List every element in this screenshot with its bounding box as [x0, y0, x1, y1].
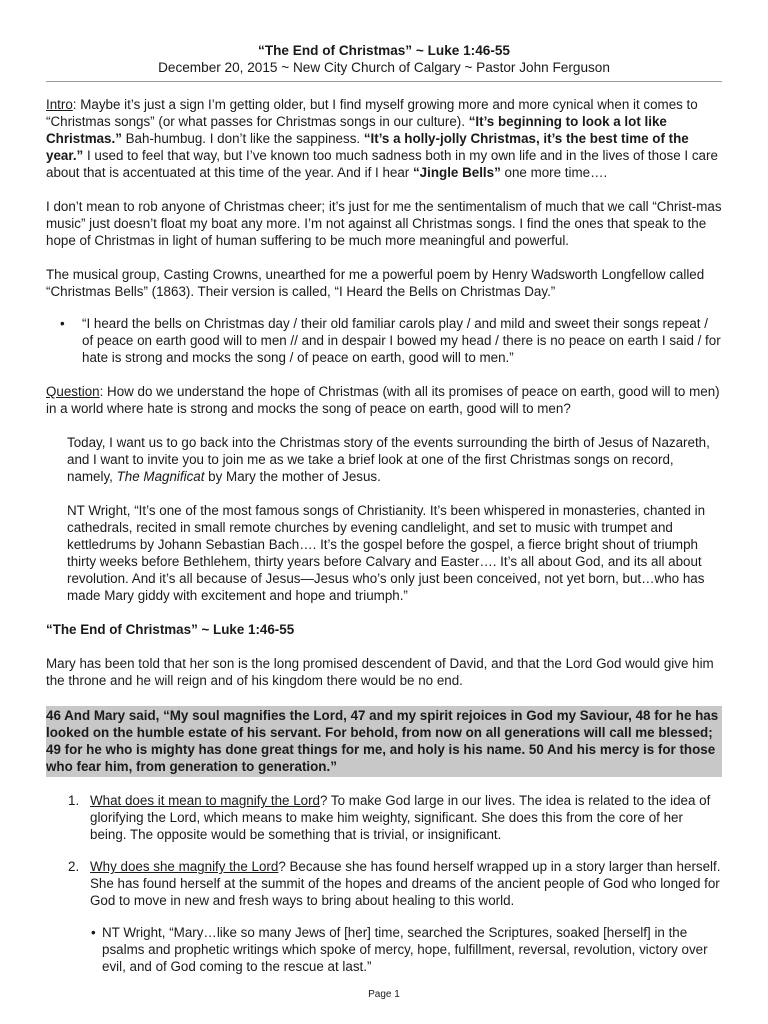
today-text-2: by Mary the mother of Jesus.	[204, 469, 381, 484]
today-text-1: Today, I want us to go back into the Christmas story of the events surrounding the birth of Jesus of Nazareth, and I want to invite you to join me as we take a brief look at one of the first Christmas songs on record, namely,	[67, 435, 710, 484]
intro-label: Intro	[46, 97, 73, 112]
today-paragraph	[67, 434, 722, 485]
intro-text-1: : Maybe it’s just a sign I’m getting older, but I find myself growing more and more cynical when it comes to “Christmas songs” (or what passes for Christmas songs in our culture).	[46, 97, 698, 129]
intro-bold-2: “It’s a holly-jolly Christmas, it’s the best time of the year.”	[46, 131, 689, 163]
nt-wright-quote-2	[46, 924, 722, 975]
poem-text: “I heard the bells on Christmas day / their old familiar carols play / and mild and sweet their songs repeat / of peace on earth good will to men // and in despair I bowed my head / there is no peace on earth I said / for hate is strong and mocks the song / of peace on earth, good will to men.”	[82, 316, 721, 365]
sermon-subtitle: December 20, 2015 ~ New City Church of Calgary ~ Pastor John Ferguson	[158, 60, 610, 75]
bullet-icon: •	[91, 925, 96, 940]
document-header	[46, 42, 722, 82]
casting-crowns-paragraph: The musical group, Casting Crowns, unearthed for me a powerful poem by Henry Wadsworth Longfellow called “Christmas Bells” (1863). Their version is called, “I Heard the Bells on Christmas Day.”	[46, 267, 705, 299]
point-2-question: Why does she magnify the Lord	[90, 859, 279, 874]
intro-text-2: Bah-humbug. I don’t like the sappiness.	[121, 131, 364, 146]
point-1-text: ? To make God large in our lives. The idea is related to the idea of glorifying the Lord, which means to make him weighty, significant. She does this from the core of her being. The opposite would be something that is trivial, or insignificant.	[90, 793, 711, 842]
point-2-number: 2.	[68, 859, 80, 874]
intro-text-3: I used to feel that way, but I’ve known too much sadness both in my own life and in the lives of those I care about that is accentuated at this time of the year. And if I hear	[46, 148, 718, 180]
page-number: Page 1	[368, 989, 400, 1000]
poem-bullet	[60, 315, 722, 366]
header-divider	[46, 81, 722, 82]
point-1	[46, 792, 722, 843]
point-2	[46, 858, 722, 909]
section-heading: “The End of Christmas” ~ Luke 1:46-55	[46, 622, 295, 637]
sermon-title: “The End of Christmas” ~ Luke 1:46-55	[258, 43, 510, 58]
point-1-question: What does it mean to magnify the Lord	[90, 793, 320, 808]
christmas-music-paragraph: I don’t mean to rob anyone of Christmas cheer; it’s just for me the sentimentalism of much that we call “Christ-mas music” just doesn’t float my boat any more. I’m not against all Christmas songs. I find the ones that speak to the hope of Christmas in light of human suffering to be much more meaningful and powerful.	[46, 199, 722, 248]
point-2-text: ? Because she has found herself wrapped up in a story larger than herself. She has found herself at the summit of the hopes and dreams of the ancient people of God who longed for God to move in new and fresh ways to bring about healing to this world.	[90, 859, 721, 908]
nt-wright-quote-1: NT Wright, “It’s one of the most famous songs of Christianity. It’s been whispered in monasteries, chanted in cathedrals, recited in small remote churches by evening candlelight, and set to music with trumpet and kettledrums by Johann Sebastian Bach…. It’s the gospel before the gospel, a fierce bright shout of triumph thirty weeks before Bethlehem, thirty years before Calvary and Easter…. It’s all about God, and its all about revolution. And it’s all because of Jesus—Jesus who’s only just been conceived, not yet born, but…who has made Mary giddy with excitement and hope and triumph.”	[67, 503, 706, 603]
intro-bold-1: “It’s beginning to look a lot like Christmas.”	[46, 114, 667, 146]
magnificat-title: The Magnificat	[116, 469, 205, 484]
point-1-number: 1.	[68, 793, 80, 808]
intro-paragraph	[46, 96, 722, 181]
intro-text-4: one more time….	[500, 165, 608, 180]
intro-bold-3: “Jingle Bells”	[412, 165, 501, 180]
nt-wright-quote-2-text: NT Wright, “Mary…like so many Jews of [her] time, searched the Scriptures, soaked [herself] in the psalms and prophetic writings which spoke of mercy, hope, fulfillment, reversal, revolution, victory over evil, and of God coming to the rescue at last.”	[102, 925, 708, 974]
question-text: : How do we understand the hope of Christmas (with all its promises of peace on earth, good will to men) in a world where hate is strong and mocks the song of peace on earth, good will to men?	[46, 384, 720, 416]
scripture-passage: 46 And Mary said, “My soul magnifies the Lord, 47 and my spirit rejoices in God my Saviour, 48 for he has looked on the humble estate of his servant. For behold, from now on all generations will call me blessed; 49 for he who is mighty has done great things for me, and holy is his name. 50 And his mercy is for those who fear him, from generation to generation.”	[46, 706, 722, 777]
question-paragraph	[46, 383, 722, 417]
mary-paragraph: Mary has been told that her son is the long promised descendent of David, and that the Lord God would give him the throne and he will reign and of his kingdom there would be no end.	[46, 656, 714, 688]
bullet-icon: •	[60, 316, 65, 331]
question-label: Question	[46, 384, 100, 399]
